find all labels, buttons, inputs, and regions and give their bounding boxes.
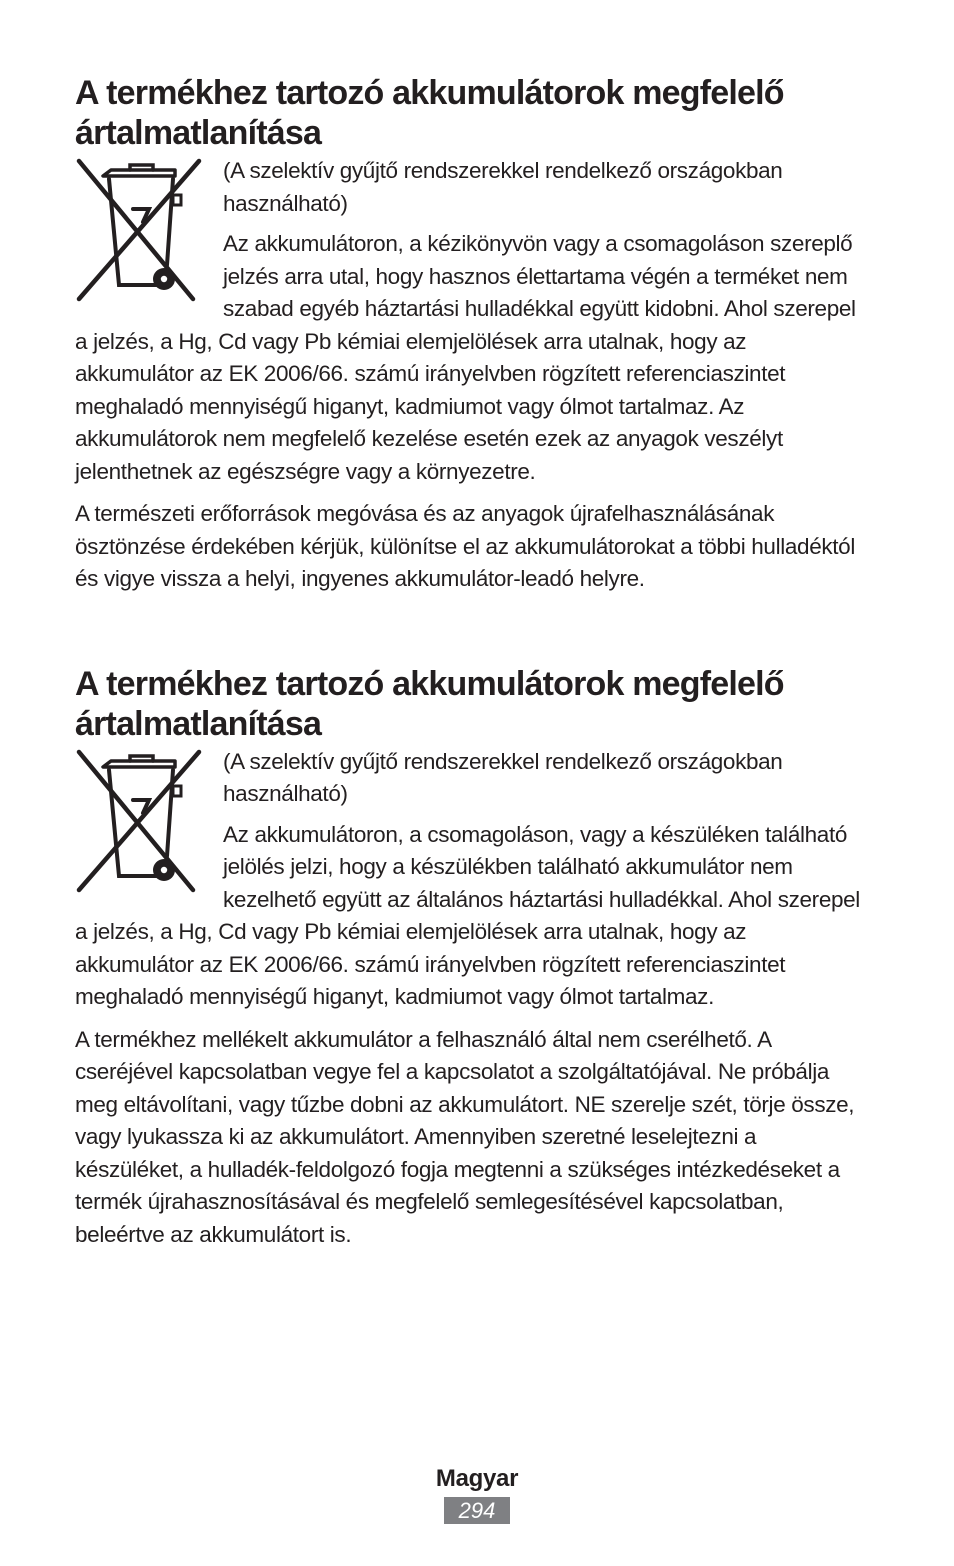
section-extra: A termékhez mellékelt akkumulátor a felhasználó által nem cserélhető. A cseréjével kapcsolatban vegye fel a kapcsolatot a szolgáltatójával. Ne próbálja meg eltávolítani, vagy tűzbe dobni az akkumulátort. NE szerelje szét, törje össze, vagy lyukassza ki az akkumulátort. Amennyiben szeretné leselejtezni a készüléket, a hulladék-feldolgozó fogja megtenni a szükséges intézkedéseket a termék újrahasznosításával és megfelelő semlegesítésével kapcsolatban, beleértve az akkumulátort is.	[75, 1026, 855, 1247]
section-body: Az akkumulátoron, a csomagoláson, vagy a készüléken található jelölés jelzi, hogy a készülékben található akkumulátor nem kezelhető együtt az általános háztartási hulladékkal. Ahol szerepel a jelzés, a Hg, Cd vagy Pb kémiai elemjelölések arra utalnak, hogy az akkumulátor az EK 2006/66. számú irányelvben rögzített referenciaszintet meghaladó mennyiségű higanyt, kadmiumot vagy ólmot tartalmaz.	[75, 821, 860, 1009]
battery-disposal-section-1	[75, 73, 865, 596]
crossed-out-wheeled-bin-icon	[75, 748, 203, 898]
page-number-badge: 294	[444, 1497, 510, 1524]
section-body: Az akkumulátoron, a kézikönyvön vagy a csomagoláson szereplő jelzés arra utal, hogy hasznos élettartama végén a terméket nem szabad egyéb háztartási hulladékkal együtt kidobni. Ahol szerepel a jelzés, a Hg, Cd vagy Pb kémiai elemjelölések arra utalnak, hogy az akkumulátor az EK 2006/66. számú irányelvben rögzített referenciaszintet meghaladó mennyiségű higanyt, kadmiumot vagy ólmot tartalmaz. Az akkumulátorok nem megfelelő kezelése esetén ezek az anyagok veszélyt jelenthetnek az egészségre vagy a környezetre.	[75, 231, 856, 484]
crossed-out-wheeled-bin-icon	[75, 157, 203, 307]
page-footer	[0, 1463, 954, 1524]
section-title: A termékhez tartozó akkumulátorok megfelelő ártalmatlanítása	[75, 74, 784, 152]
section-intro: (A szelektív gyűjtő rendszerekkel rendelkező országokban használható)	[223, 748, 783, 806]
section-extra: A természeti erőforrások megóvása és az anyagok újrafelhasználásának ösztönzése érdekében kérjük, különítse el az akkumulátorokat a többi hulladéktól és vigye vissza a helyi, ingyenes akkumulátor-leadó helyre.	[75, 501, 855, 591]
document-page	[75, 0, 865, 1251]
section-title: A termékhez tartozó akkumulátorok megfelelő ártalmatlanítása	[75, 664, 784, 743]
section-intro: (A szelektív gyűjtő rendszerekkel rendelkező országokban használható)	[223, 158, 783, 216]
footer-language: Magyar	[435, 1465, 519, 1492]
battery-disposal-section-2	[75, 664, 865, 1252]
